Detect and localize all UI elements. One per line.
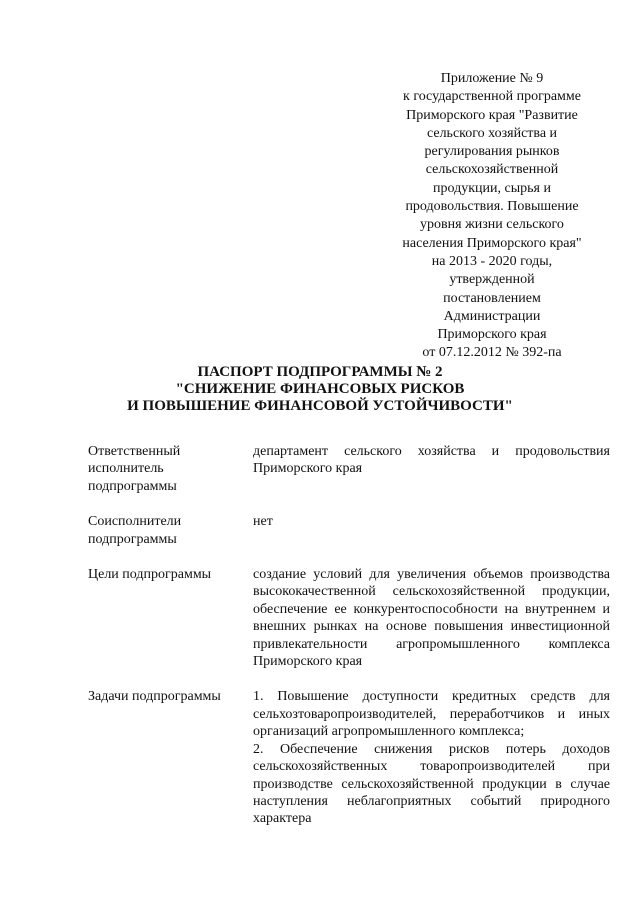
title-line: ПАСПОРТ ПОДПРОГРАММЫ № 2 — [197, 364, 443, 380]
row-value-paragraph: создание условий для увеличения объемов производства высококачественной сельскохозяйственной продукции, обеспечение ее конкурентоспособности на внутреннем и внешних рынках на основе повышения инвестиционной привлекательности агропромышленного комплекса Приморского края — [253, 567, 610, 670]
appendix-line: на 2013 - 2020 годы, — [431, 253, 553, 269]
passport-row-tasks — [88, 688, 612, 827]
appendix-line: продукции, сырья и — [433, 180, 551, 196]
row-value — [253, 688, 610, 827]
row-label: Цели подпрограммы — [88, 567, 212, 583]
passport-row-responsible — [88, 443, 612, 495]
row-value — [253, 443, 610, 495]
appendix-line: Приложение № 9 — [440, 71, 544, 86]
document-title — [0, 364, 640, 415]
row-value-paragraph: 1. Повышение доступности кредитных средств для сельхозтоваропроизводителей, переработчиков и иных организаций агропромышленного комплекса; — [253, 689, 610, 740]
passport-row-coexecutors — [88, 513, 612, 548]
appendix-line: утвержденной — [449, 272, 535, 288]
appendix-line: от 07.12.2012 № 392-па — [422, 345, 562, 361]
appendix-line: продовольствия. Повышение — [405, 199, 579, 215]
appendix-line: регулирования рынков — [424, 144, 560, 160]
passport-row-goals — [88, 566, 612, 670]
row-value — [253, 566, 610, 670]
appendix-line: Администрации — [443, 308, 541, 324]
row-label: Соисполнители подпрограммы — [88, 514, 182, 547]
appendix-line: сельского хозяйства и — [426, 125, 558, 141]
row-value — [253, 513, 610, 548]
appendix-block — [380, 70, 604, 363]
title-line: "СНИЖЕНИЕ ФИНАНСОВЫХ РИСКОВ — [175, 381, 465, 397]
appendix-line: населения Приморского края" — [402, 235, 582, 251]
appendix-line: к государственной программе — [403, 89, 581, 105]
row-label: Задачи подпрограммы — [88, 689, 221, 705]
row-label: Ответственный исполнитель подпрограммы — [88, 444, 181, 494]
appendix-line: Приморского края — [437, 327, 547, 343]
passport-table — [88, 443, 612, 846]
row-value-paragraph: 2. Обеспечение снижения рисков потерь доходов сельскохозяйственных товаропроизводителей при производстве сельскохозяйственной продукции в случае наступления неблагоприятных событий природного характера — [253, 741, 610, 827]
appendix-line: постановлением — [443, 290, 541, 306]
appendix-line: уровня жизни сельского — [420, 217, 564, 233]
appendix-line: сельскохозяйственной — [425, 162, 559, 178]
appendix-line: Приморского края "Развитие — [406, 107, 578, 123]
row-value-paragraph: нет — [253, 514, 273, 530]
row-value-paragraph: департамент сельского хозяйства и продовольствия Приморского края — [253, 444, 610, 477]
title-line: И ПОВЫШЕНИЕ ФИНАНСОВОЙ УСТОЙЧИВОСТИ" — [127, 398, 513, 414]
